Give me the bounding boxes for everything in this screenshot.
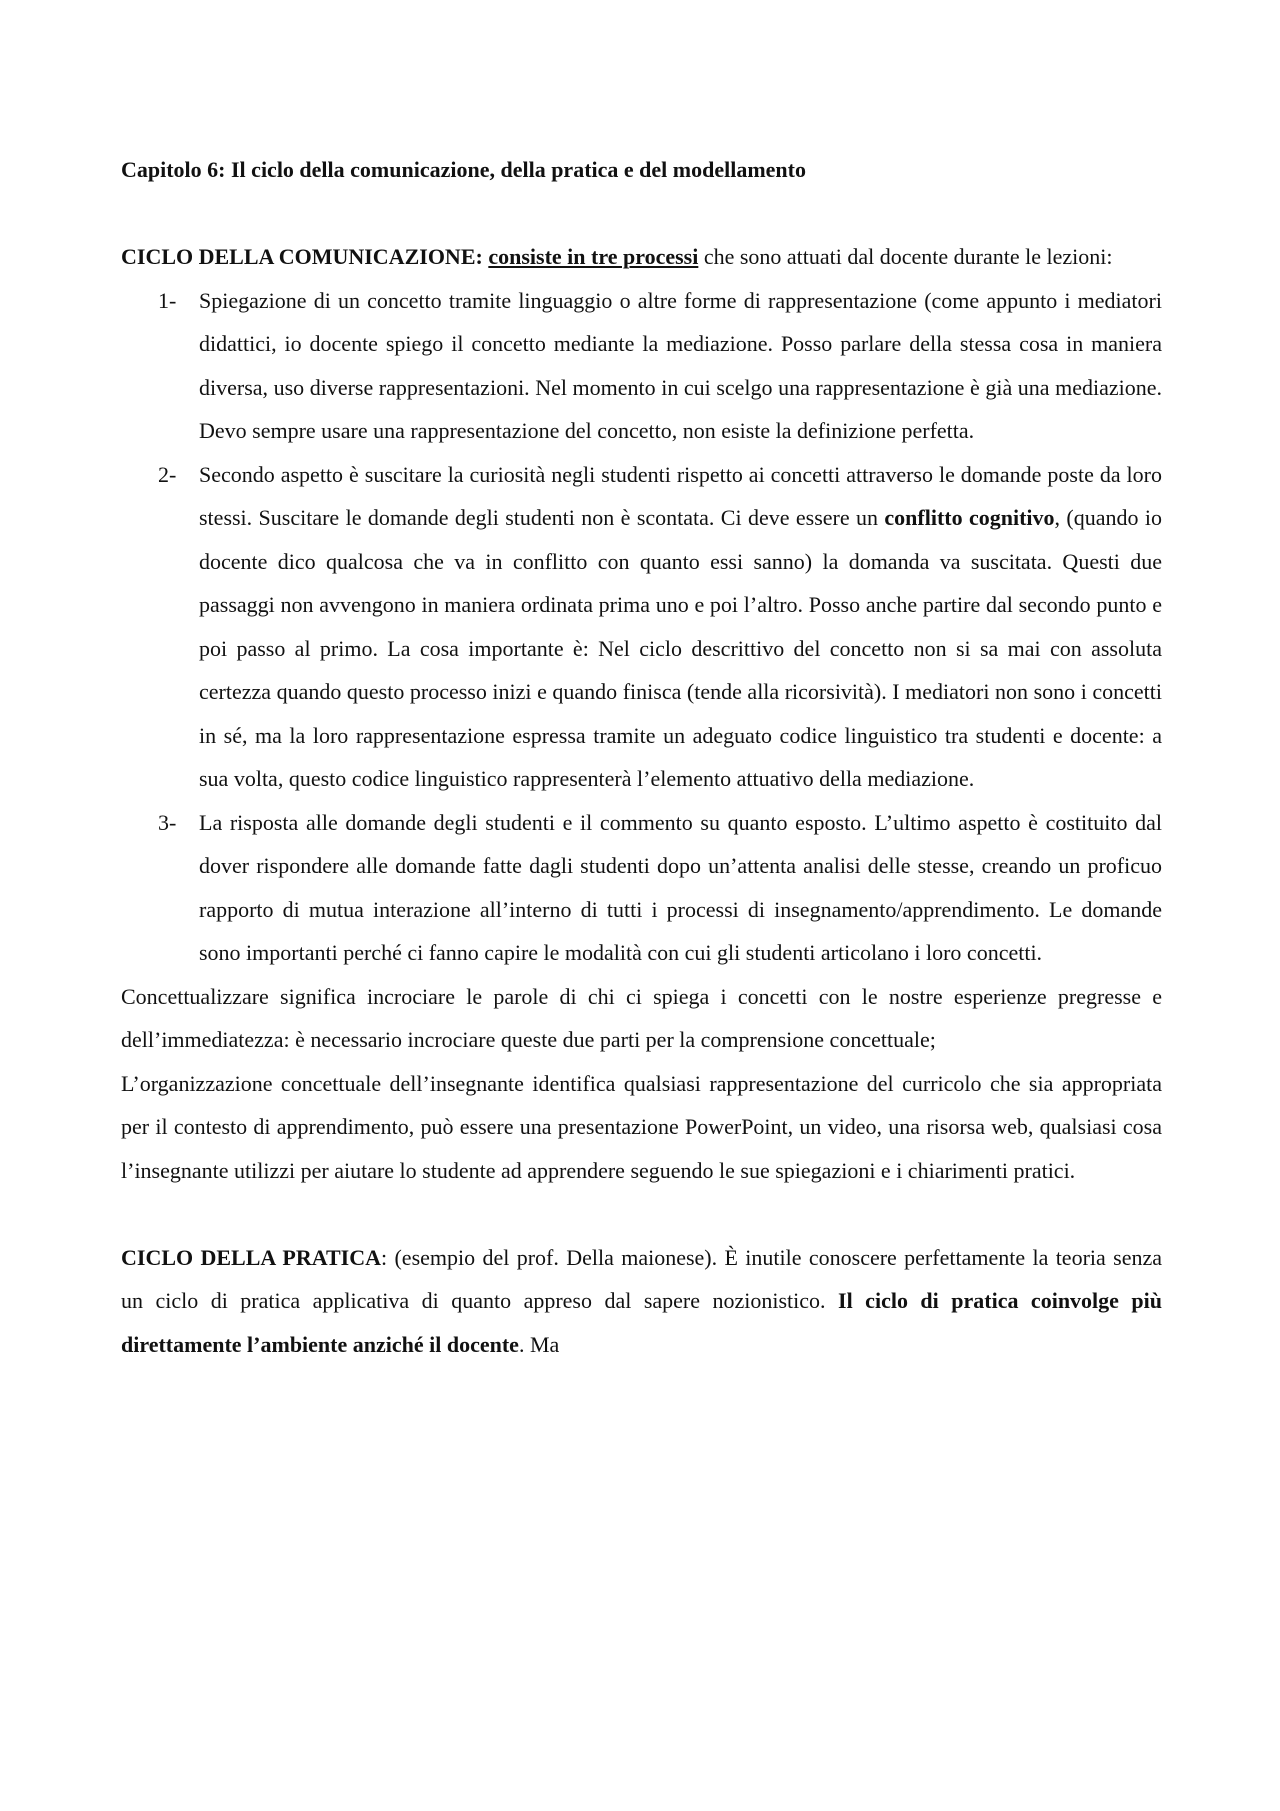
list-item: [121, 279, 1162, 453]
pratica-text: : (esempio del prof. Della maionese). È inutile conoscere perfettamente la teoria senza un ciclo di pratica applicativa di quanto appreso dal sapere nozionistico.: [121, 1244, 1162, 1313]
list-item-number: 3-: [158, 809, 177, 835]
list-item-number: 2-: [158, 461, 177, 487]
comunicazione-heading: CICLO DELLA COMUNICAZIONE:: [121, 244, 483, 269]
list-item-number: 1-: [158, 287, 177, 313]
chapter-title: Capitolo 6: Il ciclo della comunicazione, della pratica e del modellamento: [121, 157, 806, 182]
comunicazione-lead-emphasis: consiste in tre processi: [488, 244, 699, 269]
blank-line: [121, 192, 1162, 236]
pratica-paragraph: [121, 1236, 1162, 1367]
pratica-emphasis: Il ciclo di pratica coinvolge più direttamente l’ambiente anziché il docente: [121, 1288, 1162, 1357]
list-item-text: La risposta alle domande degli studenti e il commento su quanto esposto. L’ultimo aspetto è costituito dal dover rispondere alle domande fatte dagli studenti dopo un’attenta analisi delle stesse, creando un proficuo rapporto di mutua interazione all’interno di tutti i processi di insegnamento/apprendimento. Le domande sono importanti perché ci fanno capire le modalità con cui gli studenti articolano i loro concetti.: [199, 809, 1162, 965]
list-item-text: Secondo aspetto è suscitare la curiosità negli studenti rispetto ai concetti attraverso le domande poste da loro stessi. Suscitare le domande degli studenti non è scontata. Ci deve essere un: [199, 461, 1162, 530]
list-item-emphasis: conflitto cognitivo: [884, 505, 1055, 530]
document-page: [121, 148, 1162, 1366]
list-item-text: Spiegazione di un concetto tramite linguaggio o altre forme di rappresentazione (come appunto i mediatori didattici, io docente spiego il concetto mediante la mediazione. Posso parlare della stessa cosa in maniera diversa, uso diverse rappresentazioni. Nel momento in cui scelgo una rappresentazione è già una mediazione. Devo sempre usare una rappresentazione del concetto, non esiste la definizione perfetta.: [199, 287, 1162, 443]
paragraph-concettualizzare: Concettualizzare significa incrociare le parole di chi ci spiega i concetti con le nostre esperienze pregresse e dell’immediatezza: è necessario incrociare queste due parti per la comprensione concettuale;: [121, 983, 1162, 1052]
comunicazione-list: [121, 279, 1162, 975]
paragraph-organizzazione: L’organizzazione concettuale dell’insegnante identifica qualsiasi rappresentazione del curricolo che sia appropriata per il contesto di apprendimento, può essere una presentazione PowerPoint, un video, una risorsa web, qualsiasi cosa l’insegnante utilizzi per aiutare lo studente ad apprendere seguendo le sue spiegazioni e i chiarimenti pratici.: [121, 1070, 1162, 1183]
list-item: [121, 801, 1162, 975]
pratica-heading: CICLO DELLA PRATICA: [121, 1244, 382, 1270]
list-item: [121, 453, 1162, 801]
comunicazione-intro: [121, 235, 1162, 279]
comunicazione-lead-text: che sono attuati dal docente durante le lezioni:: [703, 244, 1113, 269]
blank-line: [121, 1192, 1162, 1236]
list-item-text-cont: , (quando io docente dico qualcosa che va in conflitto con quanto essi sanno) la domanda va suscitata. Questi due passaggi non avvengono in maniera ordinata prima uno e poi l’altro. Posso anche partire dal secondo punto e poi passo al primo. La cosa importante è: Nel ciclo descrittivo del concetto non si sa mai con assoluta certezza quando questo processo inizi e quando finisca (tende alla ricorsività). I mediatori non sono i concetti in sé, ma la loro rappresentazione espressa tramite un adeguato codice linguistico tra studenti e docente: a sua volta, questo codice linguistico rappresenterà l’elemento attuativo della mediazione.: [199, 505, 1163, 791]
pratica-text-cont: . Ma: [518, 1331, 560, 1357]
